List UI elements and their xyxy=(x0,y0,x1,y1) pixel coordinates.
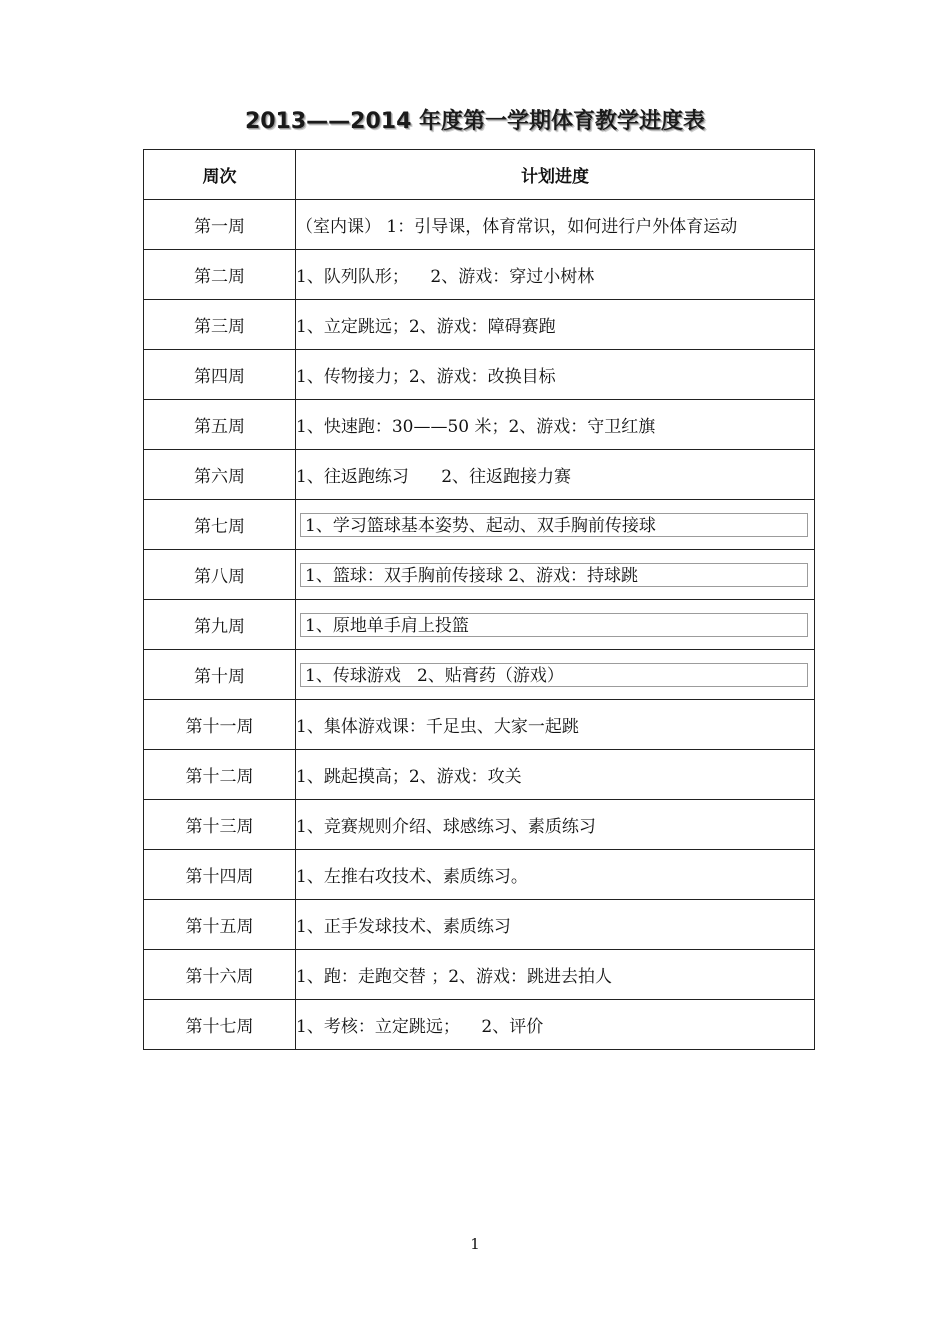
schedule-body xyxy=(144,200,815,1050)
week-cell: 第九周 xyxy=(144,600,296,650)
week-cell: 第三周 xyxy=(144,300,296,350)
page-number: 1 xyxy=(470,1235,480,1253)
table-row xyxy=(144,500,815,550)
table-row xyxy=(144,900,815,950)
week-cell: 第十四周 xyxy=(144,850,296,900)
plan-cell: 1、跳起摸高；2、游戏：攻关 xyxy=(296,750,815,800)
plan-text-box: 1、篮球：双手胸前传接球 2、游戏：持球跳 xyxy=(300,563,808,587)
week-cell: 第十周 xyxy=(144,650,296,700)
week-cell: 第十七周 xyxy=(144,1000,296,1050)
table-row xyxy=(144,300,815,350)
table-row xyxy=(144,600,815,650)
plan-text-box: 1、学习篮球基本姿势、起动、双手胸前传接球 xyxy=(300,513,808,537)
week-cell: 第四周 xyxy=(144,350,296,400)
table-row xyxy=(144,250,815,300)
table-row xyxy=(144,400,815,450)
plan-cell xyxy=(296,650,815,700)
table-row xyxy=(144,650,815,700)
table-row xyxy=(144,700,815,750)
week-cell: 第十一周 xyxy=(144,700,296,750)
week-cell: 第六周 xyxy=(144,450,296,500)
plan-cell: 1、正手发球技术、素质练习 xyxy=(296,900,815,950)
schedule-table xyxy=(143,149,815,1050)
plan-cell: 1、跑：走跑交替 ；2、游戏：跳进去拍人 xyxy=(296,950,815,1000)
plan-cell: 1、竞赛规则介绍、球感练习、素质练习 xyxy=(296,800,815,850)
week-cell: 第十五周 xyxy=(144,900,296,950)
table-row xyxy=(144,750,815,800)
table-row xyxy=(144,950,815,1000)
table-header-row xyxy=(144,150,815,200)
week-cell: 第一周 xyxy=(144,200,296,250)
table-row xyxy=(144,200,815,250)
plan-cell: 1、快速跑：30——50 米；2、游戏：守卫红旗 xyxy=(296,400,815,450)
table-row xyxy=(144,550,815,600)
plan-cell xyxy=(296,500,815,550)
week-cell: 第十六周 xyxy=(144,950,296,1000)
week-cell: 第十三周 xyxy=(144,800,296,850)
week-cell: 第十二周 xyxy=(144,750,296,800)
plan-cell: 1、考核：立定跳远； 2、评价 xyxy=(296,1000,815,1050)
week-cell: 第八周 xyxy=(144,550,296,600)
table-row xyxy=(144,850,815,900)
plan-cell: 1、左推右攻技术、素质练习。 xyxy=(296,850,815,900)
table-row xyxy=(144,350,815,400)
plan-text-box: 1、原地单手肩上投篮 xyxy=(300,613,808,637)
plan-cell: 1、队列队形； 2、游戏：穿过小树林 xyxy=(296,250,815,300)
plan-cell: 1、立定跳远；2、游戏：障碍赛跑 xyxy=(296,300,815,350)
table-row xyxy=(144,450,815,500)
document-title: 2013——2014 年度第一学期体育教学进度表 xyxy=(244,109,706,134)
table-row xyxy=(144,800,815,850)
plan-text-box: 1、传球游戏 2、贴膏药（游戏） xyxy=(300,663,808,687)
week-cell: 第七周 xyxy=(144,500,296,550)
plan-cell: 1、往返跑练习 2、往返跑接力赛 xyxy=(296,450,815,500)
plan-cell: 1、传物接力；2、游戏：改换目标 xyxy=(296,350,815,400)
week-cell: 第五周 xyxy=(144,400,296,450)
week-cell: 第二周 xyxy=(144,250,296,300)
plan-cell xyxy=(296,550,815,600)
plan-cell: （室内课） 1：引导课，体育常识，如何进行户外体育运动 xyxy=(296,200,815,250)
plan-cell: 1、集体游戏课：千足虫、大家一起跳 xyxy=(296,700,815,750)
header-plan: 计划进度 xyxy=(296,150,815,200)
header-week: 周次 xyxy=(144,150,296,200)
plan-cell xyxy=(296,600,815,650)
table-row xyxy=(144,1000,815,1050)
